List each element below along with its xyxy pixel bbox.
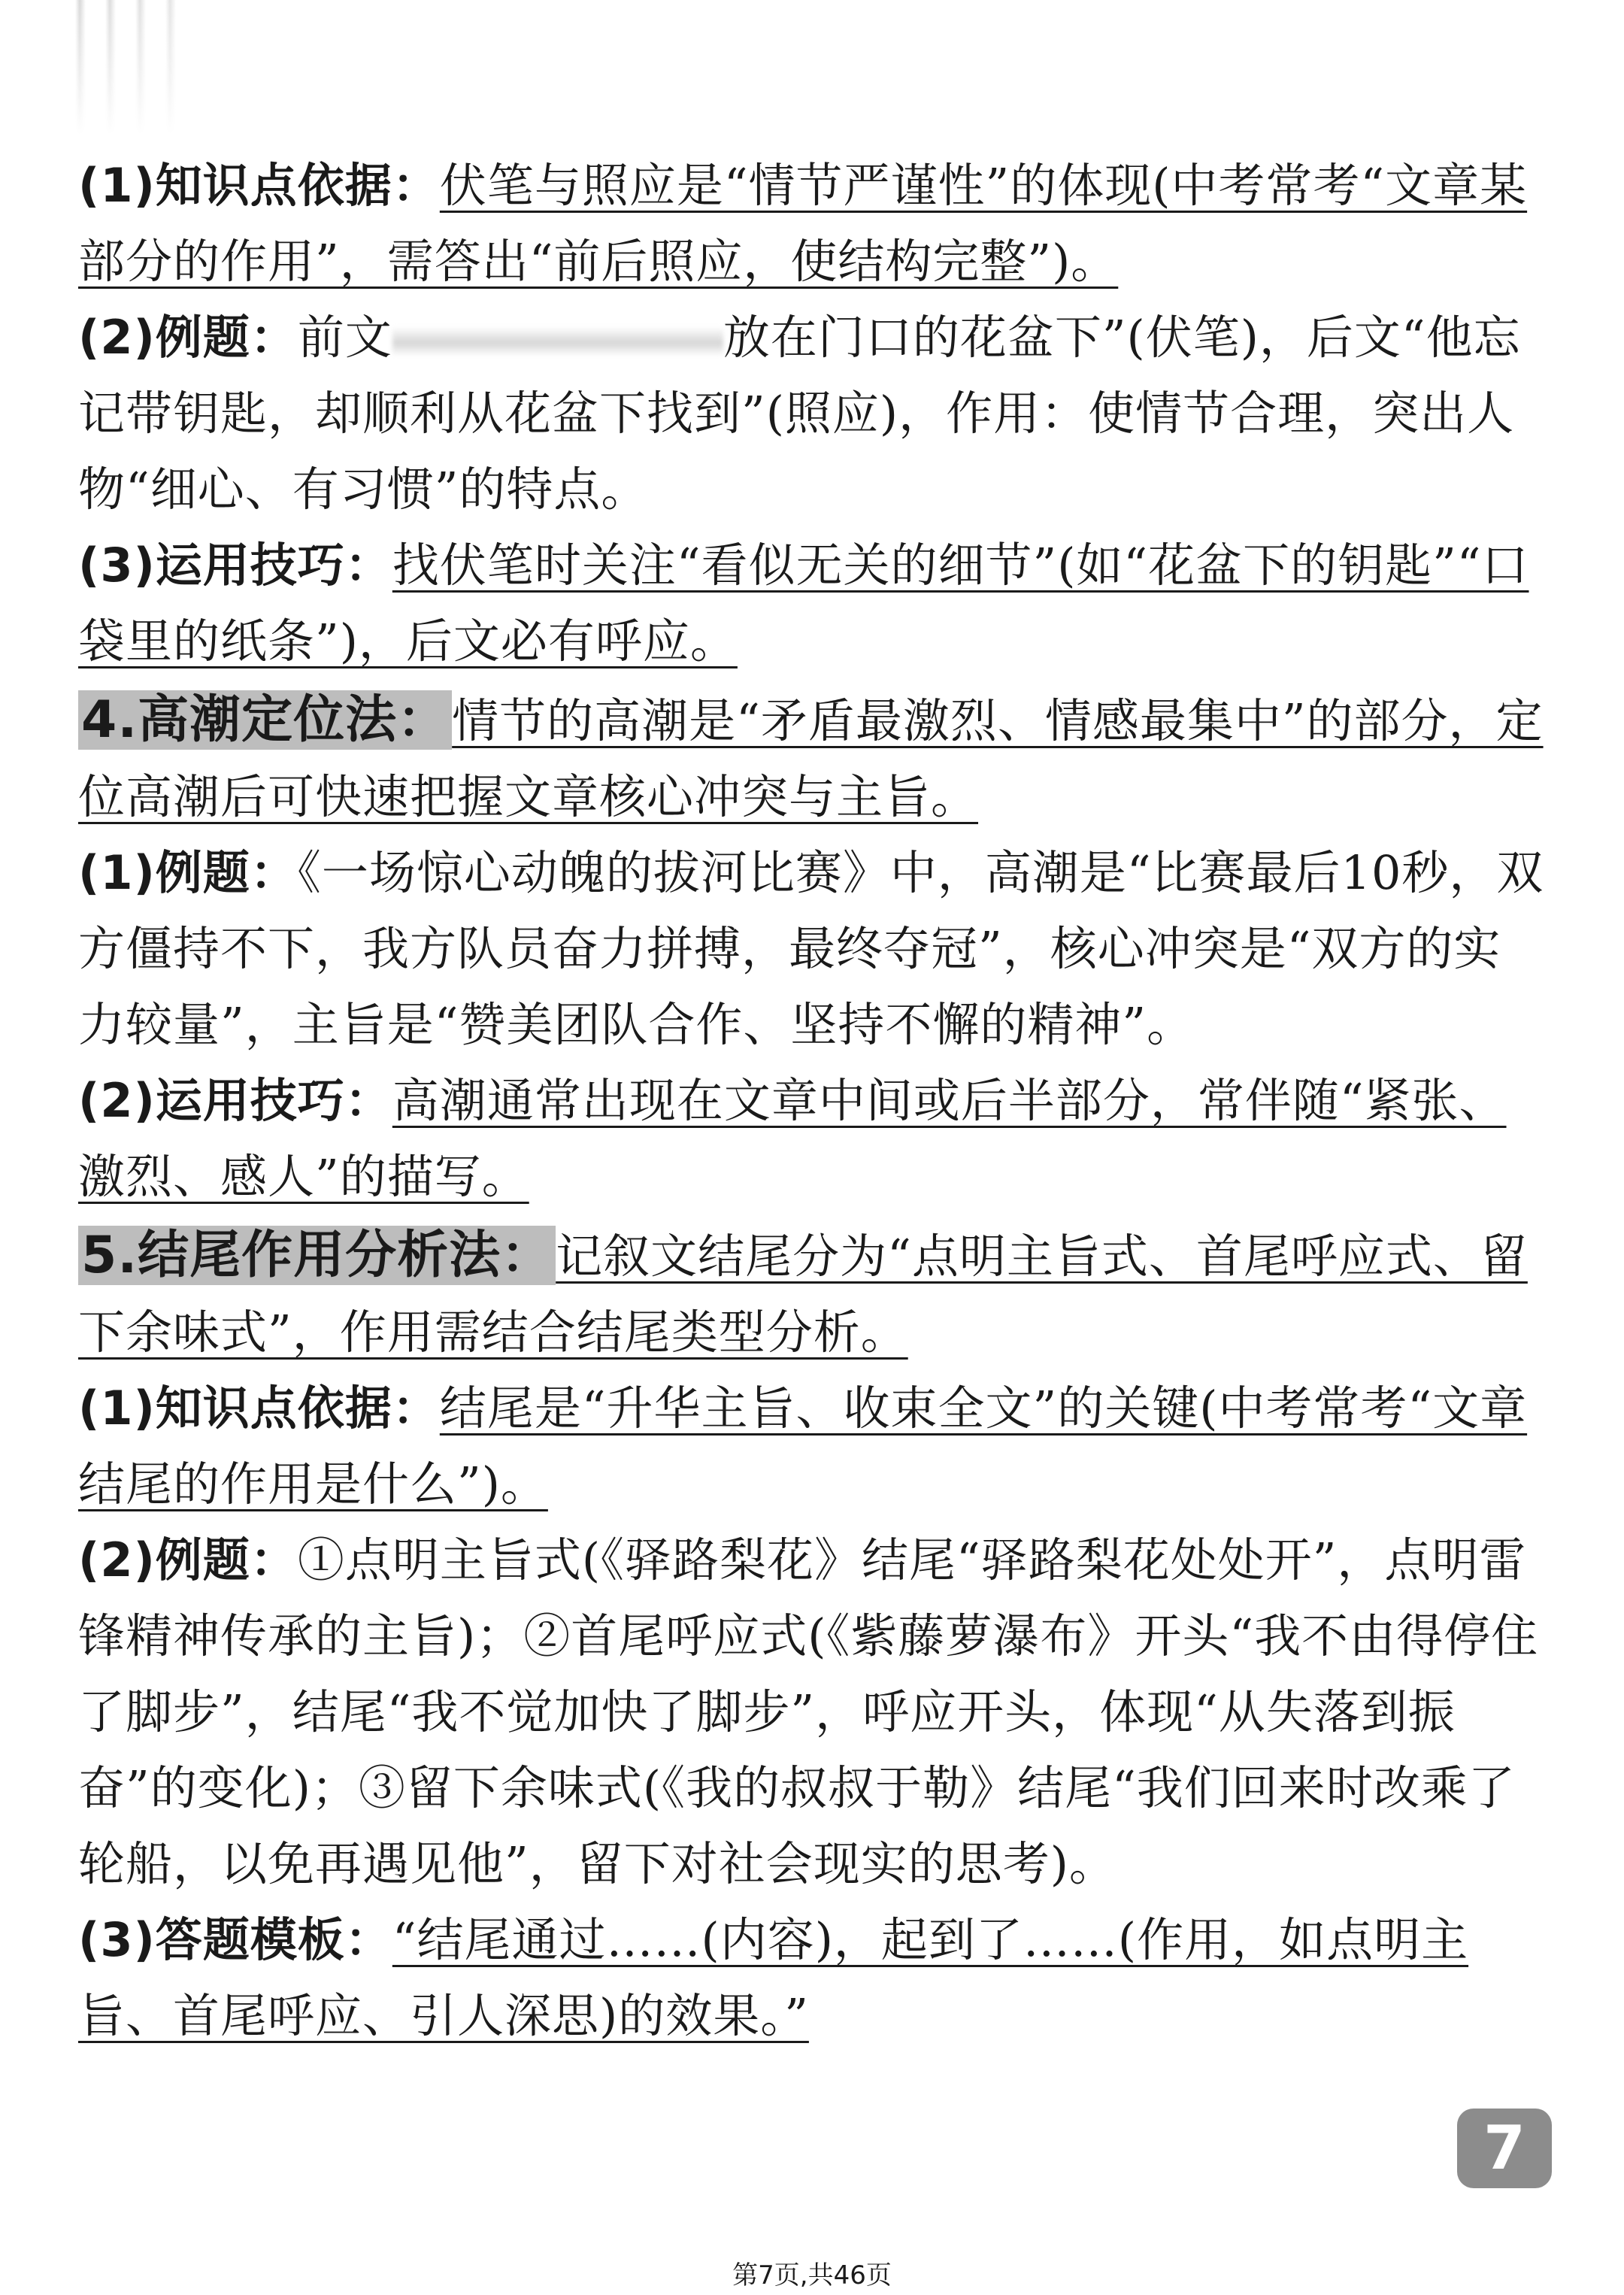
section-climax-method xyxy=(78,682,1546,835)
item-knowledge-basis-1 xyxy=(78,147,1546,299)
item-knowledge-basis-2 xyxy=(78,1370,1546,1522)
item-example-3 xyxy=(78,1522,1546,1902)
item-text-pre: 前文 xyxy=(297,310,392,365)
item-label: (1)知识点依据： xyxy=(78,158,440,213)
item-text: 找伏笔时关注“看似无关的细节”(如“花盆下的钥匙”“口袋里的纸条”)，后文必有呼应。 xyxy=(78,538,1529,668)
section-text: 记叙文结尾分为“点明主旨式、首尾呼应式、留下余味式”，作用需结合结尾类型分析。 xyxy=(78,1229,1528,1360)
item-answer-template xyxy=(78,1902,1546,2054)
scan-top-fade xyxy=(0,0,1624,135)
item-text: 伏笔与照应是“情节严谨性”的体现(中考常考“文章某部分的作用”，需答出“前后照应，使结构完整”)。 xyxy=(78,158,1528,289)
item-example-2 xyxy=(78,835,1546,1063)
section-text: 情节的高潮是“矛盾最激烈、情感最集中”的部分，定位高潮后可快速把握文章核心冲突与主旨。 xyxy=(78,693,1544,824)
section-ending-analysis xyxy=(78,1217,1546,1370)
item-label: (3)答题模板： xyxy=(78,1912,392,1967)
item-text-post: 放在门口的花盆下”(伏笔)，后文“他忘记带钥匙，却顺利从花盆下找到”(照应)，作用：使情节合理，突出人物“细心、有习惯”的特点。 xyxy=(78,310,1521,517)
item-label: (2)例题： xyxy=(78,1533,298,1587)
item-label: (1)例题： xyxy=(78,845,298,900)
item-label: (2)运用技巧： xyxy=(78,1073,392,1128)
item-text: 《一场惊心动魄的拔河比赛》中，高潮是“比赛最后10秒，双方僵持不下，我方队员奋力拼搏，最终夺冠”，核心冲突是“双方的实力较量”，主旨是“赞美团队合作、坚持不懈的精神”。 xyxy=(78,845,1544,1052)
item-label: (1)知识点依据： xyxy=(78,1381,440,1436)
item-text: ①点明主旨式(《驿路梨花》结尾“驿路梨花处处开”，点明雷锋精神传承的主旨)；②首尾呼应式(《紫藤萝瀑布》开头“我不由得停住了脚步”，结尾“我不觉加快了脚步”，呼应开头，体现“从失落到振奋”的变化)；③留下余味式(《我的叔叔于勒》结尾“我们回来时改乘了轮船，以免再遇见他”，留下对社会现实的思考)。 xyxy=(78,1533,1539,1891)
item-text: 高潮通常出现在文章中间或后半部分，常伴随“紧张、激烈、感人”的描写。 xyxy=(78,1073,1507,1204)
page-footer: 第7页,共46页 xyxy=(732,2260,892,2290)
page-number-badge: 7 xyxy=(1457,2109,1552,2188)
section-heading: 5.结尾作用分析法： xyxy=(78,1226,556,1285)
item-technique-2 xyxy=(78,1063,1546,1214)
item-text: “结尾通过……(内容)，起到了……(作用，如点明主旨、首尾呼应、引人深思)的效果。” xyxy=(78,1912,1469,2043)
item-example-1 xyxy=(78,299,1546,527)
redacted-blur xyxy=(392,326,723,356)
document-body xyxy=(78,147,1546,2054)
item-text: 结尾是“升华主旨、收束全文”的关键(中考常考“文章结尾的作用是什么”)。 xyxy=(78,1381,1528,1511)
item-label: (3)运用技巧： xyxy=(78,538,392,593)
item-label: (2)例题： xyxy=(78,310,298,365)
item-technique-1 xyxy=(78,527,1546,679)
section-heading: 4.高潮定位法： xyxy=(78,690,452,750)
